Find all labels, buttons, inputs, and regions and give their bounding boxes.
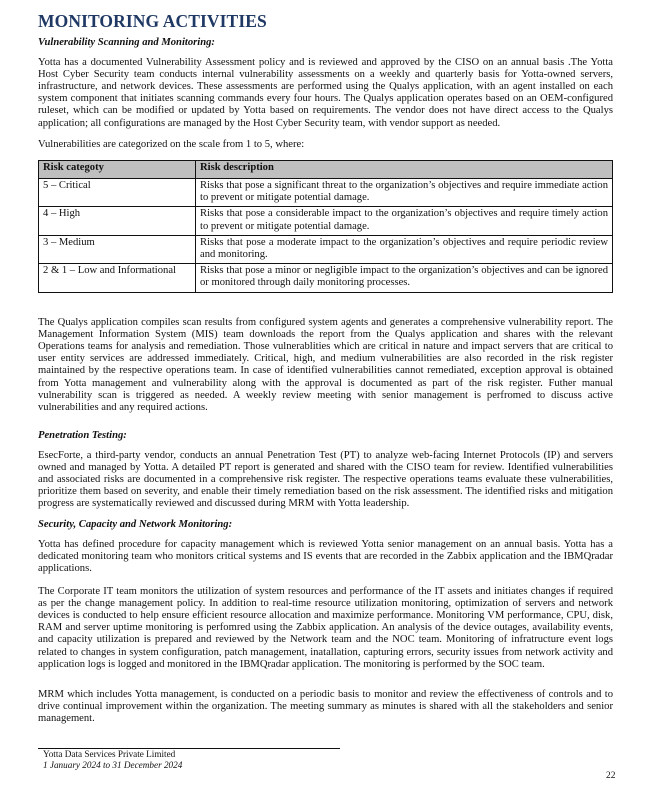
column-header-risk-description: Risk description	[196, 161, 613, 179]
table-row	[39, 179, 613, 207]
table-row	[39, 235, 613, 263]
footer-reporting-period: 1 January 2024 to 31 December 2024	[43, 760, 183, 770]
table-row	[39, 207, 613, 235]
section-heading-vulnerability-scanning: Vulnerability Scanning and Monitoring:	[38, 37, 215, 48]
risk-description-cell: Risks that pose a considerable impact to the organization’s objectives and require timely action to prevent or mitigate potential damage.	[196, 207, 613, 235]
paragraph-capacity-management: Yotta has defined procedure for capacity management which is reviewed Yotta senior management on an annual basis. Yotta has a dedicated monitoring team who monitors critical systems and IS events that are recorded in the Zabbix application and the IBMQradar applications.	[38, 538, 613, 574]
paragraph-scale-intro: Vulnerabilities are categorized on the scale from 1 to 5, where:	[38, 138, 305, 150]
risk-category-table	[38, 160, 613, 293]
risk-description-cell: Risks that pose a significant threat to the organization’s objectives and require immediate action to prevent or mitigate potential damage.	[196, 179, 613, 207]
paragraph-mrm: MRM which includes Yotta management, is conducted on a periodic basis to monitor and review the effectiveness of controls and to drive continual improvement within the organization. The meeting summary as minutes is shared with all the stakeholders and senior management.	[38, 688, 613, 724]
page-number: 22	[606, 771, 616, 781]
section-heading-penetration-testing: Penetration Testing:	[38, 430, 127, 441]
paragraph-qualys-report: The Qualys application compiles scan results from configured system agents and generates a comprehensive vulnerability report. The Management Information System (MIS) team downloads the report from the Qualys application and shares with the relevant Operations teams for analysis and remediation. Those vulnerablities which are critical in nature and impact servers that are critical to user entity services are addressed immediately. Critical, high, and medium vulnerabilities are also recorded in the risk register maintained by the respective operations team. In case of identified vulnerabilities cannot remediated, exception approval is obtained from Yotta management and vulnerability along with the approval is documented as part of the risk register. Futher manual vulnerability scan is triggered as needed. A weekly review meeting with senior management is perfromed to discuss active vulnerabilities and any required actions.	[38, 316, 613, 414]
table-row	[39, 264, 613, 292]
risk-category-cell: 3 – Medium	[39, 235, 196, 263]
paragraph-vulnerability-policy: Yotta has a documented Vulnerability Assessment policy and is reviewed and approved by the CISO on an annual basis .The Yotta Host Cyber Security team conducts internal vulnerability assessments on a weekly and quarterly basis for Yotta-owned servers, infrastructure, and network devices. These assessments are performed using the Qualys application, with an agent installed on each system component that initiates scanning commands every four hours. The Qualys application operates based on an OEM-configured ruleset, which can be modified or updated by Yotta based on requirements. The vendor does not have direct access to the Qualys application; all configurations are managed by the Host Cyber Security team, with vendor support as needed.	[38, 56, 613, 129]
risk-description-cell: Risks that pose a minor or negligible impact to the organization’s objectives and can be ignored or monitored through daily monitoring processes.	[196, 264, 613, 292]
table-header-row	[39, 161, 613, 179]
risk-category-cell: 2 & 1 – Low and Informational	[39, 264, 196, 292]
risk-description-cell: Risks that pose a moderate impact to the organization’s objectives and require periodic review and monitoring.	[196, 235, 613, 263]
paragraph-corporate-it-monitoring: The Corporate IT team monitors the utilization of system resources and performance of the IT assets and initiates changes if required as per the change management policy. In addition to real-time resource utilization monitoring, optimization of servers and network devices is conducted to help ensure efficient resource allocation and maximize performance. Monitoring VM performance, CPU, disk, RAM and server uptime monitoring is perfomred using the Zabbix application. An analysis of the device outages, availability events, and capacity utilization is prepared and reviewed by the Network team and the NOC team. Monitoring of infratructure event logs related to changes in system configuration, patch management, inatallation, capturing errors, security issues from network activity and application logs is logged and monitored in the IBMQradar application. The monitoring is performed by the SOC team.	[38, 585, 613, 670]
page-title: MONITORING ACTIVITIES	[38, 11, 267, 31]
risk-category-cell: 5 – Critical	[39, 179, 196, 207]
footer-company-name: Yotta Data Services Private Limited	[43, 749, 176, 759]
section-heading-security-capacity-network: Security, Capacity and Network Monitoring:	[38, 519, 233, 530]
risk-category-cell: 4 – High	[39, 207, 196, 235]
column-header-risk-category: Risk categoty	[39, 161, 196, 179]
paragraph-penetration-testing: EsecForte, a third-party vendor, conducts an annual Penetration Test (PT) to analyze web-facing Internet Protocols (IP) and servers owned and managed by Yotta. A detailed PT report is generated and shared with the CISO team for review. Identified vulnerabilities and associated risks are documented in a comprehensive risk register. The respective operations teams evaluate these vulnerabilities, prioritize them based on severity, and enable their timely remediation based on the risk assessment. The identified risks and mitigation progress are systematically reviewed and discussed during MRM with Yotta leadership.	[38, 449, 613, 510]
